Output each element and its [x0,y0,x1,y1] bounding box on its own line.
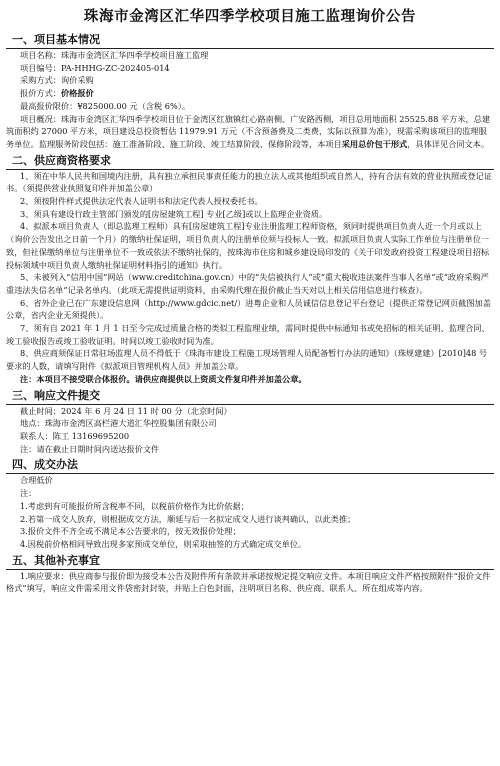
section-heading-qualifications: 二、供应商资格要求 [6,153,494,170]
quote-method-value: 价格报价 [60,88,94,99]
section-heading-award-method: 四、成交办法 [6,457,494,474]
qualification-item: 6、省外企业已在广东建设信息网（http://www.gdcic.net/）进粤企业和人员诚信信息登记平台登记（提供正常登记网页截图加盖公章，省内企业无须提供）。 [6,297,491,321]
quote-method [6,87,494,100]
notice-document [6,8,494,595]
qualification-item: 1、须在中华人民共和国境内注册，具有独立承担民事责任能力的独立法人或其他组织或自然人，持有合法有效的营业执照或登记证书。（须提供营业执照复印件并加盖公章） [6,170,492,194]
project-name: 项目名称：珠海市金湾区汇华四季学校项目施工监理 [20,50,209,60]
award-rule: 2.若第一成交人放弃，则根据成交方法，顺延与后一名拟定成交人进行谈判确认，以此类推； [20,513,356,524]
section-heading-basic-info: 一、项目基本情况 [6,32,494,49]
qualification-note: 注：本项目不接受联合体报价。请供应商提供以上资质文件复印件并加盖公章。 [20,373,307,384]
submission-deadline: 截止时间：2024 年 6 月 24 日 11 时 00 分（北京时间） [20,405,232,416]
qualification-item: 5、未被列入“信用中国”网站（www.creditchina.gov.cn）中的“失信被执行人”或“重大税收违法案件当事人名单”或“政府采购严重违法失信名单”记录名单内。（此项无需提供证明资料，由采购代理在报价截止当天对以上相关信用信息进行核查）。 [6,272,489,295]
section-heading-submission: 三、响应文件提交 [6,388,494,405]
qualification-item: 3、须具有建设行政主管部门颁发的[房屋建筑工程] 专业[乙级]或以上监理企业资质。 [20,208,328,219]
response-requirements: 1.响应要求：供应商参与报价即为接受本公告及附件所有条款并承诺按规定提交响应文件。本项目响应文件严格按照附件“报价文件格式”填写，响应文件需采用文件袋密封封装，并贴上白色封面，注明项目名称、供应商、联系人、所在组成等内容。 [6,570,491,594]
project-overview-bold: 采用总价包干形式 [341,138,408,149]
project-overview-text-a: 项目概况：珠海市金湾区汇华四季学校项目位于金湾区红旗镇红心路南侧、广安路西侧，项目总用地面积 25525.88 平方米，总建筑面积约 27000 平方米，项目建设总投资暂估 11979.91 万元（不含预备费及二类费，实际以预算为准），现需采购该项目的监理服务单位。监理服务阶段包括：施工准备阶段、施工阶段、竣工结算阶段、保修阶段等，本项目 [6,113,491,149]
award-rule: 4.因税前价格相同导致出现多家预成交单位，则采取抽签的方式确定成交单位。 [20,538,307,549]
qualification-item: 2、须按附件样式提供法定代表人证明书和法定代表人授权委托书。 [20,196,263,207]
project-number: 项目编号：PA-HHHG-ZC-202405-014 [20,62,170,73]
award-rule: 3.报价文件不齐全或不满足本公告要求的，按无效报价处理； [20,526,241,537]
project-overview [6,113,494,151]
submission-location: 地点：珠海市金湾区高栏港大道汇华控股集团有限公司 [20,418,217,429]
submission-note: 注：请在截止日期时间内送达报价文件 [20,443,160,454]
project-overview-text-b: ，具体详见合同文本。 [407,138,490,149]
max-price: 最高报价限价：¥825000.00 元（含税 6%）。 [20,100,191,111]
submission-contact: 联系人：陈工 13169695200 [20,430,130,441]
procurement-method: 采购方式：询价采购 [20,75,94,86]
section-heading-other: 五、其他补充事宜 [6,553,494,570]
qualification-item: 4、拟派本项目负责人（即总监理工程师）具有[房屋建筑工程]专业注册监理工程师资格，须同时提供项目负责人近一个月或以上（询价公告发出之日前一个月）的缴纳社保证明，项目负责人的注册单位须与投标人一致。拟派项目负责人实际工作单位与注册单位一致，但社保缴纳单位与注册单位不一致或依法不缴纳社保的，按珠海市住房和城乡建设局印发的《关于印发政府投资工程建设项目招标投标领域中项目负责人缴纳社保证明材料指引的通知》执行。 [6,221,490,270]
award-rule: 1.考虑到有可能报价所含税率不同，以税前价格作为比价依据； [20,500,249,511]
qualification-item: 7、须有自 2021 年 1 月 1 日至今完成过质量合格的类似工程监理业绩，需同时提供中标通知书或免招标的相关证明、监理合同、竣工验收报告或竣工验收证明。时间以竣工验收时间为准。 [6,323,490,346]
award-principle: 合理低价 [20,475,53,486]
qualification-item: 8、供应商须保证日常驻场监理人员不得低于《珠海市建设工程施工现场管理人员配备暂行办法的通知》（珠规建建）[2010]48 号要求的人数，请填写附件《拟派项目管理机构人员》并加盖公章。 [6,348,488,372]
quote-method-label: 报价方式： [20,88,61,99]
award-note-label: 注： [20,488,37,499]
page-title: 珠海市金湾区汇华四季学校项目施工监理询价公告 [83,9,417,25]
